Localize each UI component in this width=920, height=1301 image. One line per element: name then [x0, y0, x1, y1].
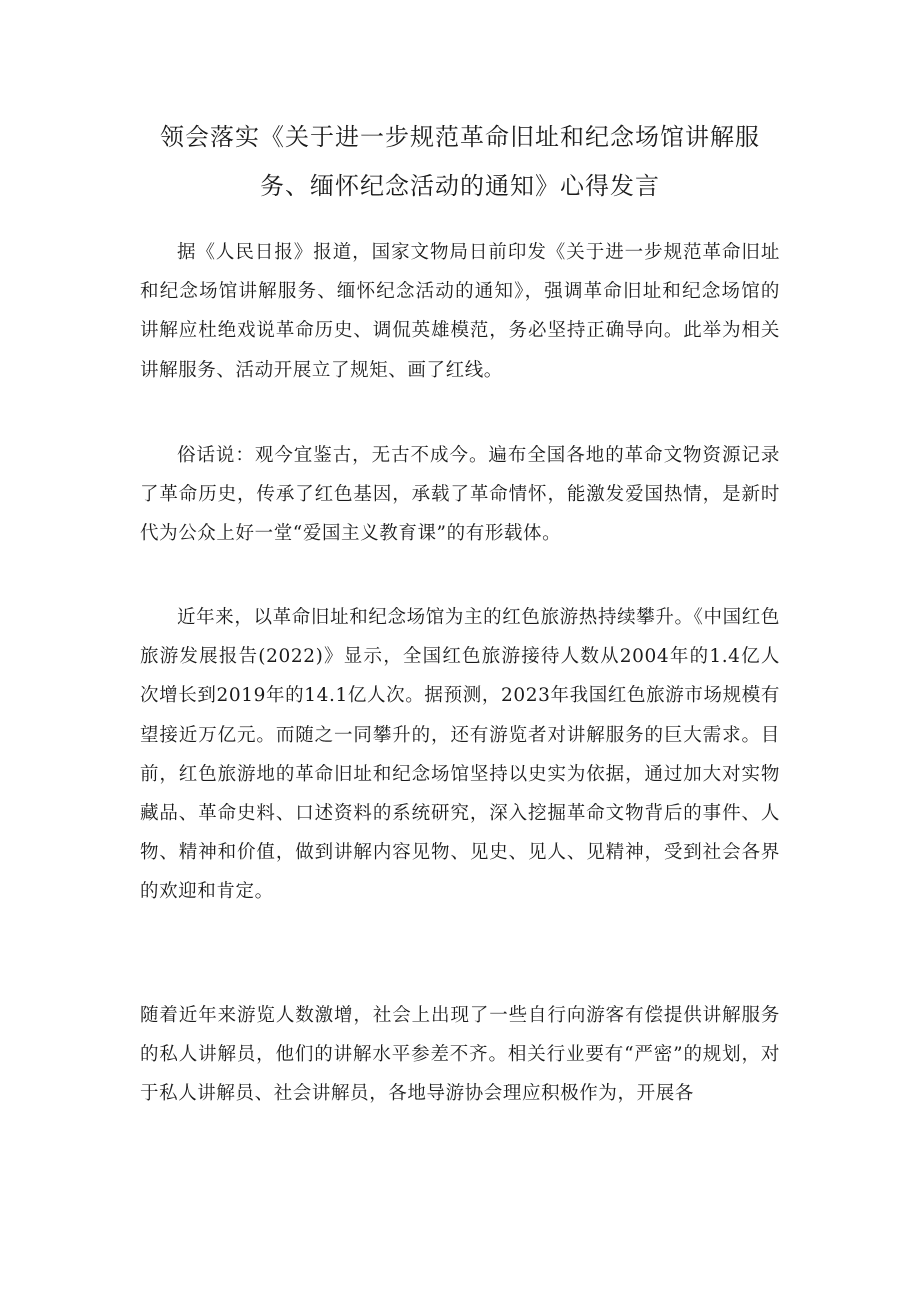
paragraph-2: 俗话说：观今宜鉴古，无古不成今。遍布全国各地的革命文物资源记录了革命历史，传承了红色基因，承载了革命情怀，能激发爱国热情，是新时代为公众上好一堂“爱国主义教育课”的有形载体。	[140, 445, 780, 545]
document-title-line-1: 领会落实《关于进一步规范革命旧址和纪念场馆讲解服	[160, 123, 760, 151]
document-title-line-2: 务、缅怀纪念活动的通知》心得发言	[260, 172, 660, 200]
paragraph-4: 随着近年来游览人数激增，社会上出现了一些自行向游客有偿提供讲解服务的私人讲解员，他们的讲解水平参差不齐。相关行业要有“严密”的规划，对于私人讲解员、社会讲解员，各地导游协会理应积极作为，开展各	[140, 1005, 780, 1105]
paragraph-1: 据《人民日报》报道，国家文物局日前印发《关于进一步规范革命旧址和纪念场馆讲解服务、缅怀纪念活动的通知》，强调革命旧址和纪念场馆的讲解应杜绝戏说革命历史、调侃英雄模范，务必坚持正确导向。此举为相关讲解服务、活动开展立了规矩、画了红线。	[140, 242, 780, 381]
paragraph-3: 近年来，以革命旧址和纪念场馆为主的红色旅游热持续攀升。《中国红色旅游发展报告(2022)》显示，全国红色旅游接待人数从2004年的1.4亿人次增长到2019年的14.1亿人次。据预测，2023年我国红色旅游市场规模有望接近万亿元。而随之一同攀升的，还有游览者对讲解服务的巨大需求。目前，红色旅游地的革命旧址和纪念场馆坚持以史实为依据，通过加大对实物藏品、革命史料、口述资料的系统研究，深入挖掘革命文物背后的事件、人物、精神和价值，做到讲解内容见物、见史、见人、见精神，受到社会各界的欢迎和肯定。	[140, 607, 780, 903]
